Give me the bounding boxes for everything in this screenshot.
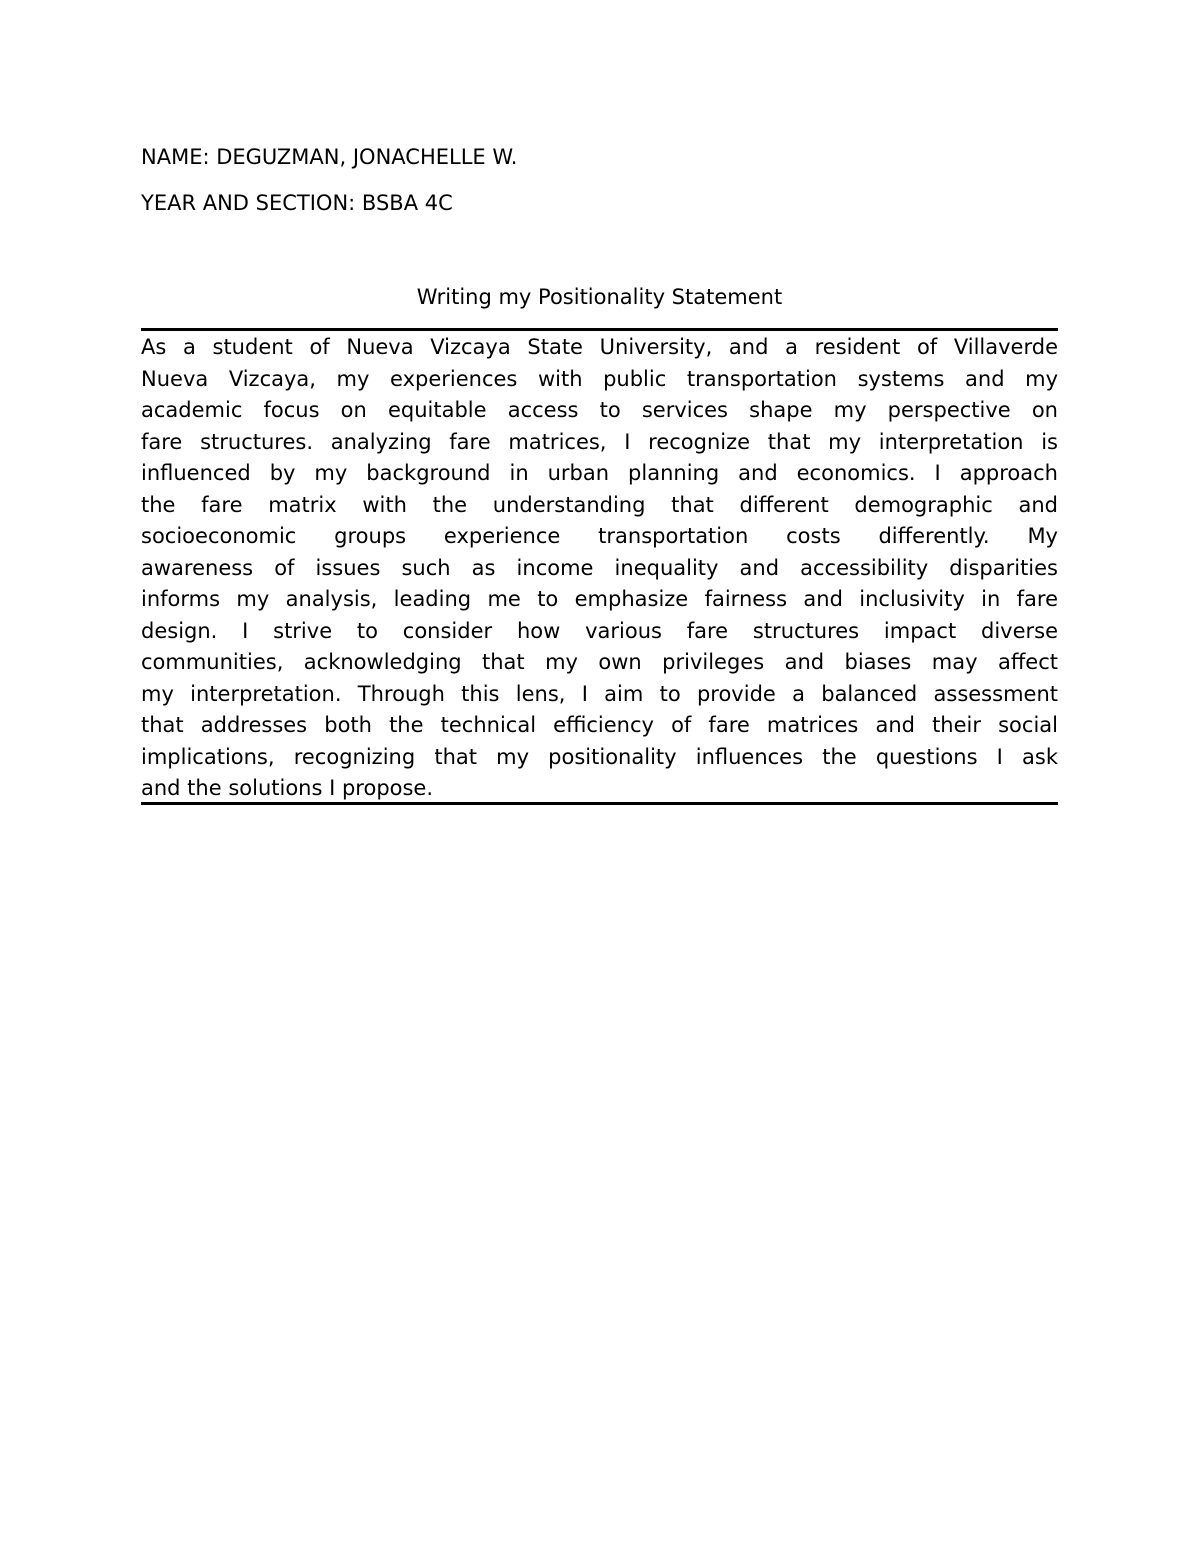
body-line: academic focus on equitable access to services shape my perspective on xyxy=(141,398,1058,422)
top-border-rule xyxy=(141,328,1058,331)
body-line: Nueva Vizcaya, my experiences with public transportation systems and my xyxy=(141,366,1058,391)
body-line: the fare matrix with the understanding that different demographic and xyxy=(141,492,1058,517)
body-line: and the solutions I propose. xyxy=(141,776,434,800)
positionality-statement-body xyxy=(141,332,1058,805)
body-line: influenced by my background in urban planning and economics. I approach xyxy=(141,461,1058,485)
body-line: informs my analysis, leading me to emphasize fairness and inclusivity in fare xyxy=(141,587,1058,611)
body-line: communities, acknowledging that my own privileges and biases may affect xyxy=(141,650,1058,674)
body-line: that addresses both the technical efficiency of fare matrices and their social xyxy=(141,713,1058,737)
body-line: socioeconomic groups experience transportation costs differently. My xyxy=(141,524,1058,548)
body-line: fare structures. analyzing fare matrices, I recognize that my interpretation is xyxy=(141,429,1058,454)
year-section-line: YEAR AND SECTION: BSBA 4C xyxy=(141,191,453,215)
body-line: As a student of Nueva Vizcaya State University, and a resident of Villaverde xyxy=(141,335,1058,359)
body-line: design. I strive to consider how various fare structures impact diverse xyxy=(141,618,1058,643)
body-line: my interpretation. Through this lens, I aim to provide a balanced assessment xyxy=(141,681,1058,706)
document-title: Writing my Positionality Statement xyxy=(416,285,783,309)
body-line: awareness of issues such as income inequality and accessibility disparities xyxy=(141,555,1058,580)
body-line: implications, recognizing that my positionality influences the questions I ask xyxy=(141,744,1058,769)
student-name-line: NAME: DEGUZMAN, JONACHELLE W. xyxy=(141,145,518,169)
bottom-border-rule xyxy=(141,802,1058,805)
